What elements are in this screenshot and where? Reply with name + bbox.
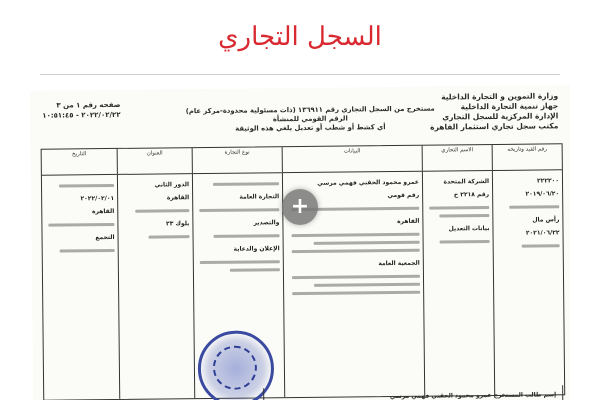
column-body	[496, 174, 560, 253]
column-body	[426, 175, 490, 249]
text-line	[292, 249, 420, 253]
table-cell: القاهرة	[166, 194, 190, 202]
document-header-title	[180, 105, 440, 135]
commercial-register-document	[30, 85, 570, 400]
text-line	[149, 235, 190, 238]
column-header: البيانات	[283, 146, 422, 173]
column-header: العنوان	[118, 148, 192, 175]
table-cell: التجارة العامة	[239, 193, 280, 201]
header-line: أي كشط أو شطب أو تعديل يلغي هذه الوثيقة	[235, 123, 386, 133]
register-column	[282, 146, 425, 397]
table-cell: الدور الثاني	[154, 181, 190, 189]
table-cell: رقم ٢٢١٨ ح	[453, 191, 490, 199]
seal-eagle-emblem	[213, 345, 257, 389]
text-line	[230, 268, 280, 272]
header-line: الإدارة المركزية للسجل التجاري	[442, 111, 559, 122]
table-cell: التجمع	[95, 233, 115, 242]
register-column	[492, 144, 565, 395]
table-cell: الشركة المتحدة	[443, 178, 490, 186]
header-line: ٢٠٢٢/٠٢/٢٢ - ١٠:٥١:٤٥	[42, 110, 121, 120]
play-button[interactable]	[282, 189, 318, 225]
page-title: السجل التجاري	[218, 22, 382, 52]
table-cell: عمرو محمود الحقني فهمي مرسي	[317, 178, 420, 187]
table-cell: ٢٠٢٢/٠٢/٠١	[80, 194, 115, 203]
header-line: مستخرج من السجل التجاري رقم ١٣٦٩١١ (ذات مسئولية محدودة-مركز عام)	[185, 104, 435, 116]
column-header: التاريخ	[42, 149, 117, 176]
header-line: جهاز تنمية التجارة الداخلية	[460, 101, 559, 112]
text-line	[439, 240, 489, 244]
header-line: الرقم القومي للمنشأة	[272, 114, 348, 124]
table-cell: الإعلان والدعاية	[233, 245, 280, 253]
text-line	[314, 283, 420, 287]
text-line	[213, 234, 279, 238]
text-line	[135, 209, 189, 213]
table-cell: بلوك ٢٣	[165, 220, 190, 228]
text-line	[59, 249, 114, 253]
column-header: نوع التجارة	[193, 147, 282, 174]
text-line	[429, 206, 489, 210]
table-cell: القاهرة	[91, 207, 115, 216]
text-line	[439, 214, 489, 218]
register-table	[41, 143, 566, 400]
column-body	[196, 177, 280, 277]
register-column	[42, 149, 120, 400]
column-header: رقم القيد وتاريخه	[493, 144, 562, 171]
title-divider	[40, 74, 560, 75]
text-line	[509, 205, 559, 209]
document-header-page-info	[42, 100, 121, 121]
table-cell: رقم قومي	[387, 191, 420, 200]
header-line: صفحه رقم ١ من ٣	[56, 100, 121, 110]
expand-icon: +	[290, 194, 310, 219]
text-line	[200, 208, 280, 212]
header-line: وزارة التموين و التجارة الداخلية	[441, 91, 559, 102]
requester-name: إسم طالب المستخرج عمرو محمود الحقني فهمي مرسي	[263, 385, 563, 400]
text-line	[292, 233, 420, 237]
text-line	[522, 244, 560, 247]
register-column	[422, 145, 495, 396]
table-cell: القاهرة	[397, 217, 420, 225]
table-cell: والتصدير	[253, 219, 280, 227]
header-line: مكتب سجل تجاري استثمار القاهرة	[430, 121, 559, 132]
column-header: الاسم التجاري	[423, 145, 492, 172]
table-cell: بيانات التعديل	[448, 225, 490, 233]
table-cell: ٢٠١٩/٠٦/٢٠	[525, 190, 560, 198]
text-line	[48, 223, 114, 227]
text-line	[213, 182, 279, 186]
text-line	[313, 241, 419, 245]
text-line	[292, 291, 420, 295]
text-line	[59, 184, 114, 188]
column-body	[121, 178, 190, 244]
table-cell: ٢٠٢١/٠٦/٢٢	[525, 229, 560, 237]
register-column	[117, 148, 195, 399]
document-viewer[interactable]	[30, 84, 570, 400]
column-body	[45, 179, 115, 258]
table-cell: رأس مال	[532, 216, 560, 224]
table-cell: ٢٢٢٢٠٠	[536, 177, 560, 185]
table-cell: الجمعية العامة	[378, 259, 420, 268]
document-header-ministry	[430, 91, 559, 132]
text-line	[200, 260, 280, 264]
text-line	[292, 275, 420, 279]
